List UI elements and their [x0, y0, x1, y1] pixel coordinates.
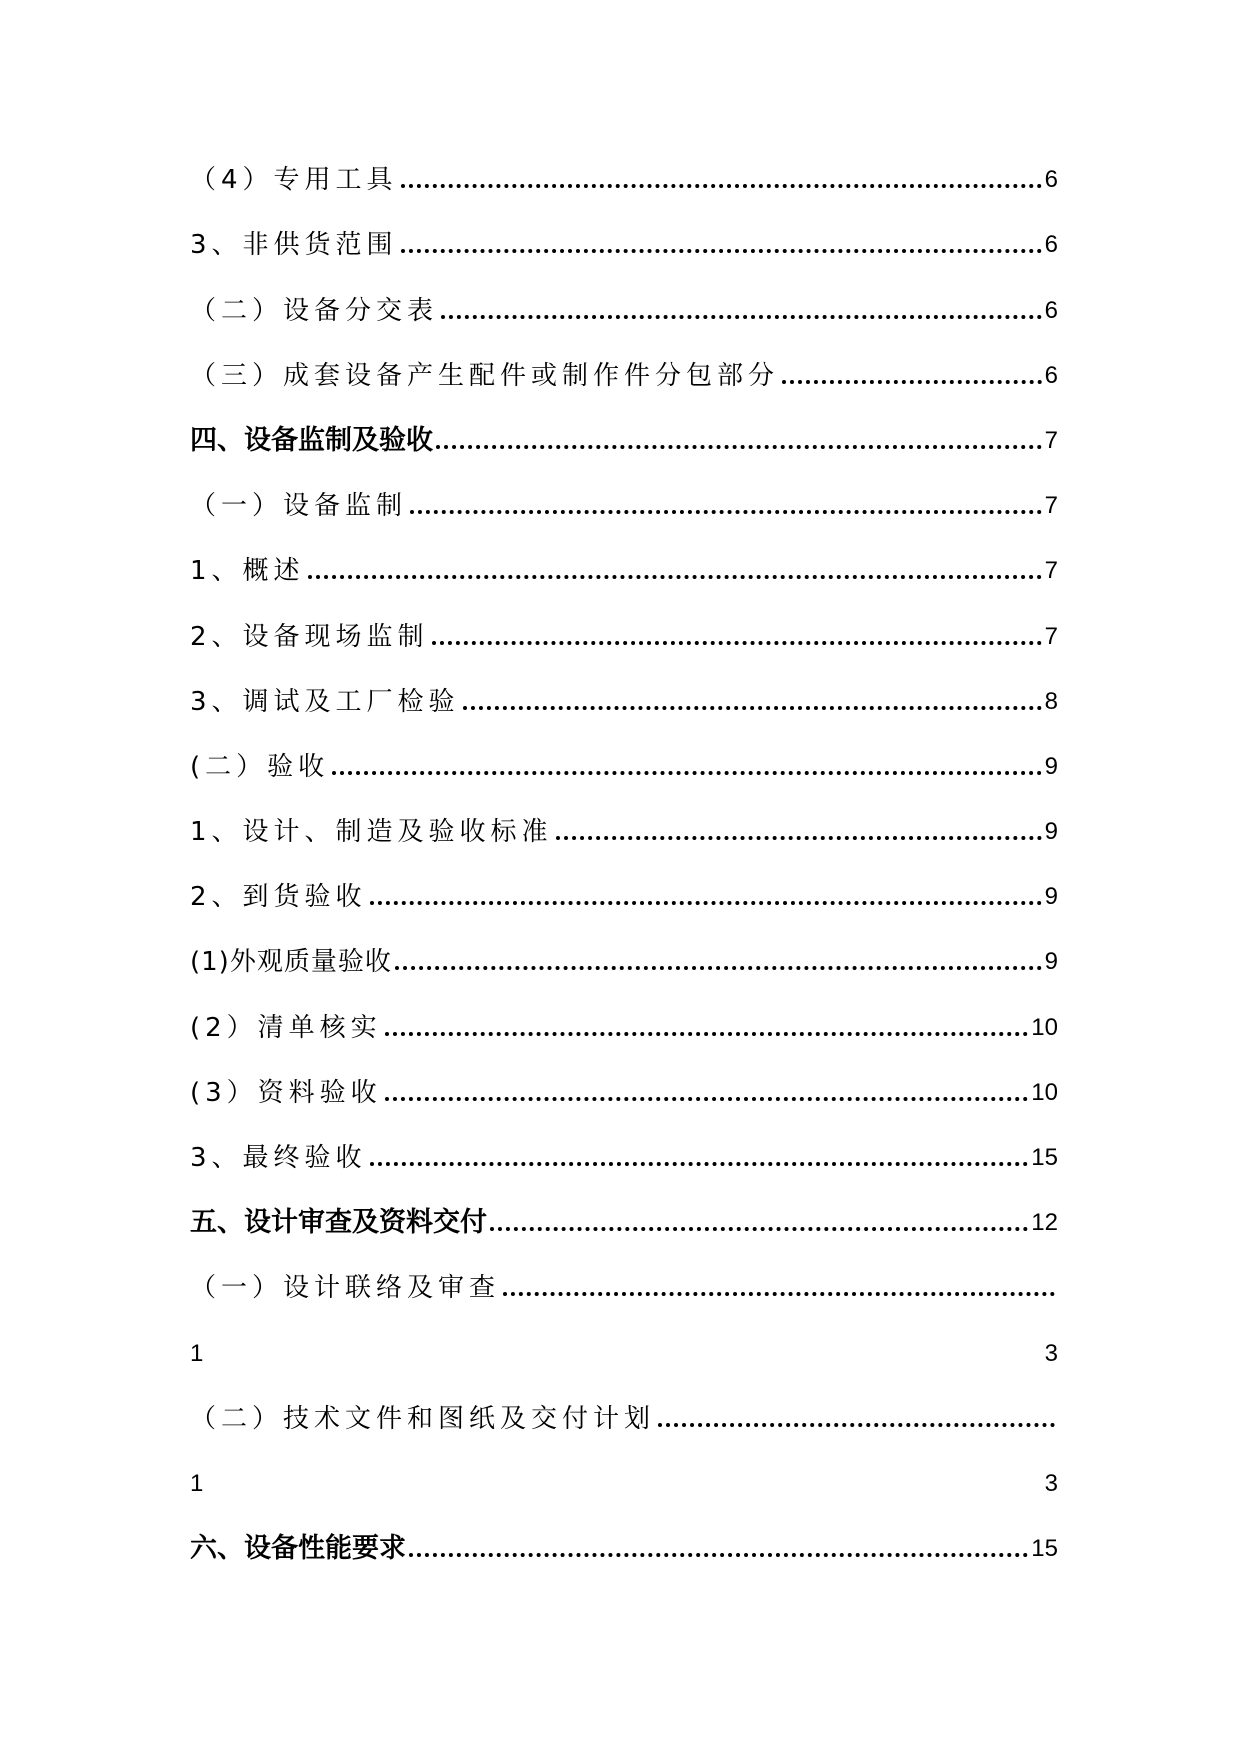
- toc-heading-entry[interactable]: [190, 1521, 1058, 1586]
- toc-entry-page: 9: [1044, 948, 1058, 976]
- toc-entry-page: 15: [1031, 1535, 1058, 1563]
- toc-entry-page: 15: [1031, 1144, 1058, 1171]
- toc-entry-page: 6: [1044, 231, 1058, 259]
- toc-entry-label: 2、设备现场监制: [190, 621, 429, 652]
- dot-leader: [556, 836, 1042, 840]
- toc-entry[interactable]: [190, 739, 1058, 804]
- toc-entry[interactable]: [190, 1391, 1058, 1456]
- toc-entry-label: (2）清单核实: [190, 1012, 382, 1043]
- toc-heading-entry[interactable]: [190, 413, 1058, 478]
- toc-entry-label: (3）资料验收: [190, 1077, 382, 1108]
- toc-entry-page: 7: [1044, 492, 1058, 520]
- dot-leader: [432, 641, 1042, 645]
- dot-leader: [436, 445, 1042, 449]
- dot-leader: [782, 380, 1042, 384]
- toc-entry-label: （一）设备监制: [190, 491, 408, 522]
- toc-entry-page: 9: [1044, 883, 1058, 911]
- table-of-contents: [190, 152, 1058, 1586]
- dot-leader: [401, 249, 1042, 253]
- toc-entry-page: 7: [1044, 622, 1058, 650]
- toc-entry-label: （4）专用工具: [190, 165, 398, 196]
- dot-leader: [385, 1097, 1029, 1101]
- dot-leader: [441, 315, 1042, 319]
- toc-entry[interactable]: [190, 934, 1058, 999]
- toc-entry[interactable]: [190, 282, 1058, 347]
- toc-entry-page: 7: [1044, 426, 1058, 454]
- dot-leader: [409, 1553, 1028, 1557]
- toc-entry-page: 10: [1031, 1013, 1058, 1041]
- dot-leader: [490, 1227, 1028, 1231]
- dot-leader: [503, 1292, 1055, 1296]
- toc-heading-label: 六、设备性能要求: [190, 1533, 406, 1565]
- toc-entry[interactable]: [190, 478, 1058, 543]
- toc-entry-label: （三）成套设备产生配件或制作件分包部分: [190, 360, 780, 391]
- toc-entry[interactable]: [190, 543, 1058, 608]
- dot-leader: [308, 575, 1042, 579]
- dot-leader: [370, 901, 1042, 905]
- toc-entry-label: （二）设备分交表: [190, 295, 439, 326]
- wrapped-fragment-right: 3: [1044, 1469, 1058, 1497]
- toc-entry-label: （二）技术文件和图纸及交付计划: [190, 1403, 656, 1434]
- toc-heading-label: 四、设备监制及验收: [190, 424, 433, 456]
- toc-entry-page: 6: [1044, 166, 1058, 194]
- dot-leader: [463, 706, 1042, 710]
- toc-entry[interactable]: [190, 217, 1058, 282]
- dot-leader: [332, 771, 1041, 775]
- toc-entry-page: 6: [1044, 296, 1058, 324]
- toc-entry-label: （一）设计联络及审查: [190, 1273, 501, 1304]
- dot-leader: [395, 966, 1042, 970]
- toc-entry-page: 9: [1044, 818, 1058, 846]
- toc-entry[interactable]: [190, 804, 1058, 869]
- dot-leader: [401, 184, 1042, 188]
- toc-entry-label: 1、概述: [190, 556, 305, 587]
- toc-entry-wrapped-line: [190, 1456, 1058, 1521]
- toc-heading-entry[interactable]: [190, 1195, 1058, 1260]
- toc-entry-label: (1)外观质量验收: [190, 947, 392, 978]
- toc-entry-page: 10: [1031, 1078, 1058, 1106]
- wrapped-fragment-left: 1: [190, 1339, 204, 1367]
- toc-entry-page: 9: [1044, 752, 1058, 780]
- toc-entry-page: 7: [1044, 557, 1058, 585]
- toc-entry[interactable]: [190, 674, 1058, 739]
- toc-entry-label: 3、非供货范围: [190, 230, 398, 261]
- toc-entry[interactable]: [190, 348, 1058, 413]
- toc-entry-label: 3、调试及工厂检验: [190, 686, 460, 717]
- wrapped-fragment-right: 3: [1044, 1339, 1058, 1367]
- toc-entry-label: 1、设计、制造及验收标准: [190, 817, 553, 848]
- toc-entry-page: 6: [1044, 361, 1058, 389]
- wrapped-fragment-left: 1: [190, 1469, 204, 1497]
- toc-entry-label: (二）验收: [190, 751, 330, 782]
- toc-entry[interactable]: [190, 1130, 1058, 1195]
- toc-entry-page: 8: [1044, 687, 1058, 715]
- dot-leader: [385, 1032, 1029, 1036]
- toc-entry[interactable]: [190, 1065, 1058, 1130]
- toc-entry[interactable]: [190, 869, 1058, 934]
- toc-entry-wrapped-line: [190, 1325, 1058, 1390]
- toc-entry-label: 2、到货验收: [190, 882, 367, 913]
- toc-entry[interactable]: [190, 608, 1058, 673]
- toc-entry[interactable]: [190, 999, 1058, 1064]
- toc-entry-page: 12: [1031, 1209, 1058, 1237]
- toc-entry-label: 3、最终验收: [190, 1143, 367, 1173]
- toc-entry[interactable]: [190, 1260, 1058, 1325]
- dot-leader: [658, 1423, 1055, 1427]
- dot-leader: [410, 510, 1042, 514]
- dot-leader: [370, 1162, 1029, 1166]
- toc-entry[interactable]: [190, 152, 1058, 217]
- toc-heading-label: 五、设计审查及资料交付: [190, 1207, 487, 1239]
